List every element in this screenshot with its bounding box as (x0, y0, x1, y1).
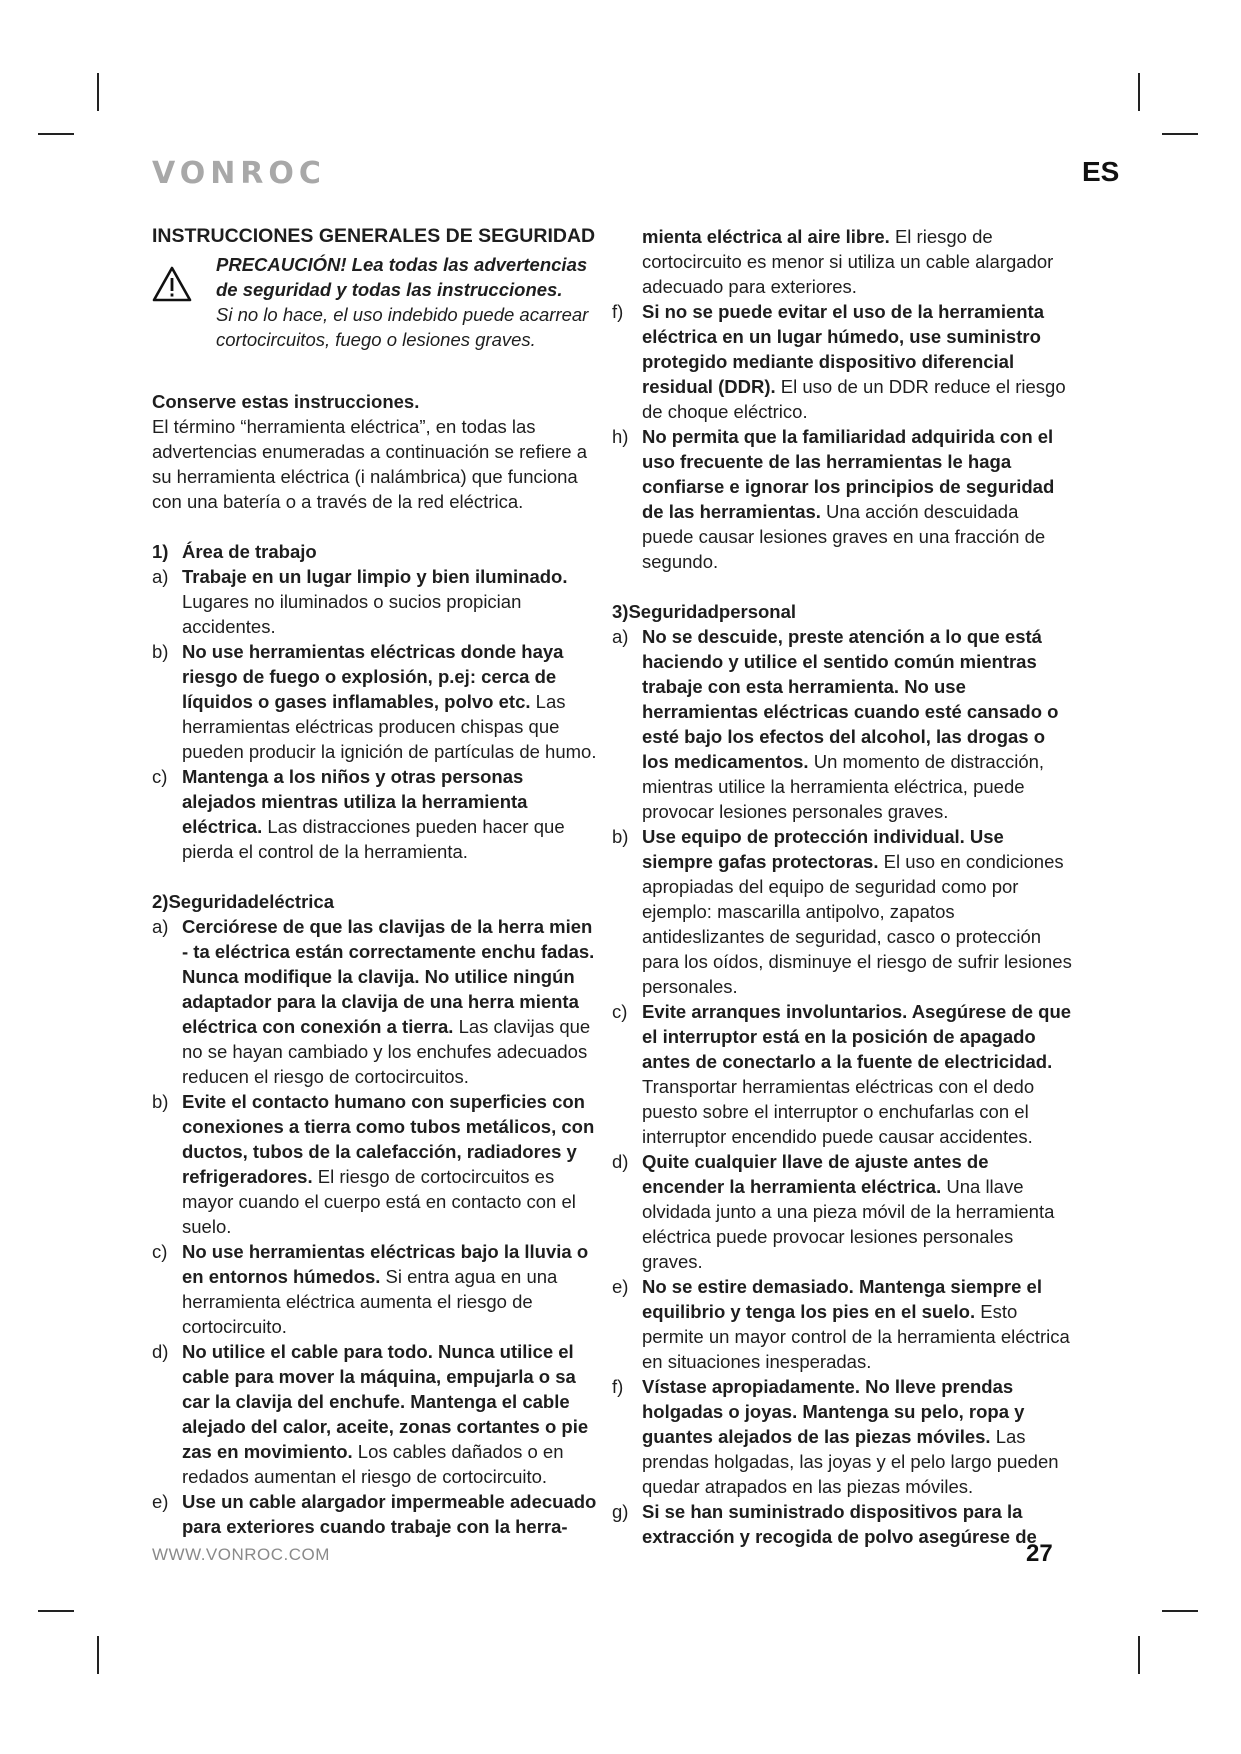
list-item: c) Evite arranques involuntarios. Asegúrese de que el interruptor está en la posición de apagado antes de conectarlo a la fuente de electricidad. Transportar herramientas eléctricas con el dedo puesto sobre el interruptor o enchufarlas con el interruptor encendido puede causar accidentes. (612, 1001, 1072, 1147)
list-item: h) No permita que la familiaridad adquirida con el uso frecuente de las herramientas le haga confiarse e ignorar los principios de seguridad de las herramientas. Una acción descuidada puede causar lesiones graves en una fracción de segundo. (612, 426, 1055, 572)
keep-instructions: Conserve estas instrucciones. (152, 391, 420, 412)
list-item: a) Cerciórese de que las clavijas de la herra mien - ta eléctrica están correctamente enchu fadas. Nunca modifique la clavija. No utilice ningún adaptador para la clavija de una herra mienta eléctrica con conexión a tierra. Las clavijas que no se hayan cambiado y los enchufes adecuados reducen el riesgo de cortocircuitos. (152, 916, 595, 1087)
section-title: INSTRUCCIONES GENERALES DE SEGURIDAD (152, 225, 596, 247)
warning-bold: PRECAUCIÓN! Lea todas las advertencias de seguridad y todas las instrucciones. (216, 254, 588, 300)
crop-mark (38, 133, 74, 135)
list-item: b) No use herramientas eléctricas donde haya riesgo de fuego o explosión, p.ej: cerca de líquidos o gases inflamables, polvo etc. Las herramientas eléctricas producen chispas que pueden producir la ignición de partículas de humo. (152, 641, 597, 762)
list-item: e) Use un cable alargador impermeable adecuado para exteriores cuando trabaje con la herra- (152, 1491, 597, 1537)
crop-mark (97, 1636, 99, 1674)
list-item: f) Vístase apropiadamente. No lleve prendas holgadas o joyas. Mantenga su pelo, ropa y guantes alejados de las piezas móviles. Las prendas holgadas, las joyas y el pelo largo pueden quedar atrapados en las piezas móviles. (612, 1376, 1059, 1497)
list-item: e) No se estire demasiado. Mantenga siempre el equilibrio y tenga los pies en el suelo. Esto permite un mayor control de la herramienta eléctrica en situaciones inesperadas. (612, 1276, 1070, 1372)
list-item: c) No use herramientas eléctricas bajo la lluvia o en entornos húmedos. Si entra agua en una herramienta eléctrica aumenta el riesgo de cortocircuito. (152, 1241, 589, 1337)
list-item: b) Evite el contacto humano con superficies con conexiones a tierra como tubos metálicos, con ductos, tubos de la calefacción, radiadores y refrigeradores. El riesgo de cortocircuitos es mayor cuando el cuerpo está en contacto con el suelo. (152, 1091, 595, 1237)
crop-mark (1138, 73, 1140, 111)
section-heading: 1) Área de trabajo (152, 541, 317, 562)
list-item: c) Mantenga a los niños y otras personas alejados mientras utiliza la herramienta eléctrica. Las distracciones pueden hacer que pierda el control de la herramienta. (152, 766, 565, 862)
list-item: g) Si se han suministrado dispositivos para la extracción y recogida de polvo asegúrese de (612, 1501, 1037, 1547)
footer-url[interactable]: WWW.VONROC.COM (152, 1545, 330, 1564)
list-item-continued: mienta eléctrica al aire libre. El riesgo de cortocircuito es menor si utiliza un cable alargador adecuado para exteriores. (642, 226, 1054, 297)
crop-mark (1162, 1610, 1198, 1612)
section-heading: 2)Seguridadeléctrica (152, 891, 334, 912)
intro-paragraph: El término “herramienta eléctrica”, en todas las advertencias enumeradas a continuación se refiere a su herramienta eléctrica (i nalámbrica) que funciona con una batería o a través de la red eléctrica. (152, 416, 588, 512)
list-item: d) Quite cualquier llave de ajuste antes de encender la herramienta eléctrica. Una llave olvidada junto a una pieza móvil de la herramienta eléctrica puede provocar lesiones personales graves. (612, 1151, 1055, 1272)
language-code: ES (1082, 156, 1120, 187)
crop-mark (1162, 133, 1198, 135)
left-column (152, 224, 597, 1539)
list-item: a) Trabaje en un lugar limpio y bien iluminado. Lugares no iluminados o sucios propician accidentes. (152, 566, 568, 637)
crop-mark (1138, 1636, 1140, 1674)
crop-mark (38, 1610, 74, 1612)
list-item: a) No se descuide, preste atención a lo que está haciendo y utilice el sentido común mientras trabaje con esta herramienta. No use herramientas eléctricas cuando esté cansado o esté bajo los efectos del alcohol, las drogas o los medicamentos. Un momento de distracción, mientras utilice la herramienta eléctrica, puede provocar lesiones personales graves. (612, 626, 1059, 822)
list-item: d) No utilice el cable para todo. Nunca utilice el cable para mover la máquina, empujarla o sa car la clavija del enchufe. Mantenga el cable alejado del calor, aceite, zonas cortantes o pie zas en movimiento. Los cables dañados o en redados aumentan el riesgo de cortocircuito. (152, 1341, 589, 1487)
list-item: f) Si no se puede evitar el uso de la herramienta eléctrica en un lugar húmedo, use suministro protegido mediante dispositivo diferencial residual (DDR). El uso de un DDR reduce el riesgo de choque eléctrico. (612, 301, 1066, 422)
warning-triangle-icon (152, 252, 216, 352)
list-item: b) Use equipo de protección individual. Use siempre gafas protectoras. El uso en condiciones apropiadas del equipo de seguridad como por ejemplo: mascarilla antipolvo, zapatos antideslizantes de seguridad, casco o protección para los oídos, disminuye el riesgo de sufrir lesiones personales. (612, 826, 1072, 997)
section-heading: 3)Seguridadpersonal (612, 601, 797, 622)
warning-block (152, 252, 597, 352)
page-number: 27 (1026, 1540, 1053, 1567)
right-column (612, 224, 1074, 1549)
warning-text: Si no lo hace, el uso indebido puede acarrear cortocircuitos, fuego o lesiones graves. (216, 304, 589, 350)
crop-mark (97, 73, 99, 111)
brand-logo: VONROC (152, 156, 326, 191)
